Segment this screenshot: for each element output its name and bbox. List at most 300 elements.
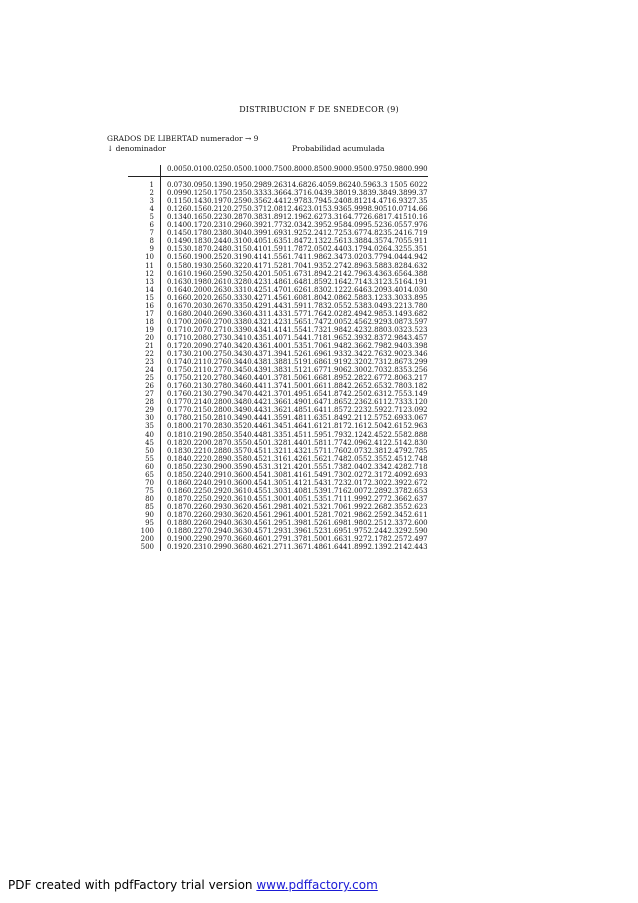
quantile-cell: 0.383 [247,213,268,222]
quantile-cell: 1.760 [327,446,348,455]
quantile-cell: 0.450 [247,438,268,447]
quantile-cell: 1.874 [327,390,348,399]
quantile-cell: 2.677 [367,374,388,383]
quantile-cell: 0.275 [227,205,248,214]
quantile-cell: 1.316 [267,454,288,463]
quantile-cell: 3.516 [387,277,408,286]
denominator-df-cell: 26 [128,382,161,390]
quantile-cell: 2.244 [367,527,388,536]
quantile-cell: 0.269 [207,309,228,318]
quantile-cell: 0.185 [167,462,188,471]
quantile-cell: 0.187 [187,245,208,254]
quantile-cell: 1.481 [287,414,308,423]
quantile-cell: 0.354 [227,430,248,439]
quantile-cell: 1.440 [287,438,308,447]
table-row [128,495,428,503]
quantile-cell: 27.35 [407,197,428,206]
table-row [128,318,428,326]
quantile-cell: 1.654 [307,390,328,399]
quantile-cell: 1.865 [327,398,348,407]
denominator-df-cell: 16 [128,302,161,310]
quantile-cell: 0.203 [187,301,208,310]
quantile-cell: 2.055 [347,454,368,463]
quantile-cell: 2.755 [387,390,408,399]
quantile-cell: 0.434 [247,325,268,334]
table-row [128,358,428,366]
quantile-cell: 2.693 [387,414,408,423]
denominator-df-cell: 10 [128,253,161,261]
quantile-cell: 1.562 [307,454,328,463]
quantile-cell: 0.349 [227,406,248,415]
denominator-df-cell: 8 [128,237,161,245]
quantile-cell: 2.575 [367,414,388,423]
quantile-cell: 0.193 [187,261,208,270]
denominator-df-cell: 75 [128,487,161,495]
quantile-cell: 2.714 [347,277,368,286]
quantile-cell: 99.37 [407,189,428,198]
quantile-cell: 0.360 [227,470,248,479]
quantile-cell: 0.224 [187,470,208,479]
quantile-cell: 3.436 [367,269,388,278]
quantile-cell: 3.366 [267,189,288,198]
quantile-cell: 1.935 [307,261,328,270]
quantile-cell: 1.423 [267,317,288,326]
quantile-cell: 0.460 [247,535,268,544]
quantile-cell: 2.888 [407,430,428,439]
quantile-cell: 2.096 [347,438,368,447]
quantile-cell: 0.175 [167,366,188,375]
quantile-cell: 0.099 [167,189,188,198]
quantile-cell: 1.793 [327,430,348,439]
quantile-cell: 14.68 [287,181,308,190]
probability-header-cell: 0.025 [207,165,227,177]
table-row [128,350,428,358]
quantile-cell: 1.500 [307,535,328,544]
table-row [128,310,428,318]
quantile-cell: 1.919 [327,358,348,367]
quantile-cell: 2.440 [327,245,348,254]
quantile-cell: 0.215 [187,414,208,423]
quantile-cell: 1.359 [267,414,288,423]
quantile-cell: 0.333 [247,189,268,198]
quantile-cell: 2.731 [367,358,388,367]
quantile-cell: 6.043 [307,189,328,198]
quantile-cell: 1.933 [327,350,348,359]
table-row [128,229,428,237]
table-row [128,479,428,487]
quantile-cell: 1.539 [307,486,328,495]
quantile-cell: 0.455 [247,494,268,503]
quantile-cell: 1.328 [267,438,288,447]
denominator-df-cell: 65 [128,471,161,479]
quantile-cell: 2.196 [287,213,308,222]
quantile-cell: 7.976 [407,221,428,230]
quantile-cell: 0.161 [167,269,188,278]
quantile-cell: 7.415 [387,213,408,222]
quantile-cell: 1.857 [327,406,348,415]
quantile-cell: 4.099 [347,221,368,230]
quantile-cell: 0.126 [167,205,188,214]
table-row [128,270,428,278]
quantile-cell: 2.940 [387,341,408,350]
quantile-cell: 0.227 [187,527,208,536]
quantile-cell: 1.595 [307,430,328,439]
quantile-cell: 0.440 [247,374,268,383]
quantile-cell: 0.259 [207,269,228,278]
quantile-cell: 0.186 [167,486,188,495]
quantile-cell: 1.992 [347,502,368,511]
quantile-cell: 2.355 [387,502,408,511]
quantile-cell: 1.906 [327,366,348,375]
denominator-df-cell: 85 [128,503,161,511]
denominator-label: ↓ denominador [107,144,166,153]
quantile-cell: 3.299 [407,358,428,367]
table-row [128,342,428,350]
quantile-cell: 1.608 [287,293,308,302]
quantile-cell: 4.388 [407,269,428,278]
quantile-cell: 1.644 [327,543,348,552]
quantile-cell: 2.178 [367,535,388,544]
quantile-cell: 1.416 [287,470,308,479]
quantile-cell: 1.407 [267,333,288,342]
denominator-df-cell: 17 [128,310,161,318]
quantile-cell: 0.439 [247,366,268,375]
quantile-cell: 2.479 [387,446,408,455]
quantile-cell: 2.452 [367,430,388,439]
quantile-cell: 0.198 [187,277,208,286]
quantile-cell: 2.317 [367,470,388,479]
quantile-cell: 0.441 [247,382,268,391]
quantile-cell: 1.500 [287,382,308,391]
quantile-cell: 1.698 [327,519,348,528]
quantile-cell: 1.764 [307,309,328,318]
quantile-cell: 1.927 [347,535,368,544]
quantile-cell: 2.462 [287,205,308,214]
quantile-cell: 0.139 [207,181,228,190]
quantile-cell: 2.592 [367,406,388,415]
quantile-cell: 0.207 [187,325,208,334]
quantile-cell: 0.190 [187,253,208,262]
quantile-cell: 0.212 [187,374,208,383]
denominator-df-cell: 11 [128,262,161,270]
denominator-df-cell: 14 [128,286,161,294]
denominator-df-cell: 55 [128,455,161,463]
quantile-cell: 3.049 [367,301,388,310]
quantile-cell: 0.187 [167,494,188,503]
quantile-cell: 3.015 [307,205,328,214]
probability-header-cell: 0.005 [161,165,188,177]
quantile-cell: 2.161 [347,422,368,431]
quantile-cell: 0.231 [207,221,228,230]
quantile-cell: 0.346 [227,374,248,383]
pdffactory-link[interactable]: www.pdffactory.com [256,878,378,892]
quantile-cell: 0.410 [247,245,268,254]
quantile-cell: 3.221 [387,301,408,310]
quantile-cell: 1.747 [307,317,328,326]
denominator-df-cell: 2 [128,189,161,197]
quantile-cell: 2.342 [347,350,368,359]
quantile-cell: 0.363 [227,519,248,528]
quantile-cell: 0.456 [247,519,268,528]
quantile-cell: 5.241 [387,229,408,238]
quantile-cell: 0.231 [187,543,208,552]
quantile-cell: 2.040 [347,462,368,471]
quantile-cell: 0.298 [247,181,268,190]
quantile-cell: 2.627 [307,213,328,222]
quantile-cell: 0.173 [167,350,188,359]
quantile-cell: 10.16 [407,213,428,222]
denominator-df-cell: 6 [128,221,161,229]
quantile-cell: 1.543 [307,478,328,487]
denominator-df-cell: 27 [128,390,161,398]
quantile-cell: 0.171 [167,325,188,334]
quantile-cell: 3.123 [367,293,388,302]
quantile-cell: 9.380 [327,189,348,198]
quantile-cell: 2.378 [387,486,408,495]
table-row [128,447,428,455]
quantile-cell: 0.436 [247,341,268,350]
table-row [128,286,428,294]
quantile-cell: 0.170 [167,317,188,326]
quantile-cell: 1.738 [327,462,348,471]
quantile-cell: 0.343 [227,350,248,359]
quantile-cell: 0.310 [227,237,248,246]
quantile-cell: 1.925 [287,229,308,238]
quantile-cell: 0.204 [187,309,208,318]
f-distribution-table [128,165,428,551]
quantile-cell: 0.178 [187,229,208,238]
quantile-cell: 0.349 [227,414,248,423]
quantile-cell: 3.779 [367,253,388,262]
quantile-cell: 0.229 [187,535,208,544]
quantile-cell: 1.716 [327,486,348,495]
denominator-df-cell: 80 [128,495,161,503]
quantile-cell: 0.167 [167,301,188,310]
quantile-cell: 8.905 [367,205,388,214]
quantile-cell: 1.612 [307,422,328,431]
quantile-cell: 1.677 [307,366,328,375]
table-row [128,487,428,495]
quantile-cell: 1.895 [327,374,348,383]
quantile-cell: 0.363 [227,527,248,536]
quantile-cell: 2.337 [387,519,408,528]
quantile-cell: 0.184 [167,454,188,463]
quantile-cell: 2.277 [367,494,388,503]
quantile-cell: 2.034 [287,221,308,230]
quantile-cell: 0.427 [247,293,268,302]
quantile-cell: 1.394 [267,350,288,359]
denominator-df-cell: 60 [128,463,161,471]
quantile-cell: 3.087 [387,317,408,326]
quantile-cell: 2.796 [347,269,368,278]
quantile-cell: 3.780 [407,301,428,310]
quantile-cell: 0.192 [167,543,188,552]
table-row [128,302,428,310]
table-row [128,262,428,270]
quantile-cell: 1505 [389,181,408,190]
quantile-cell: 1.523 [307,527,328,536]
quantile-cell: 0.259 [227,197,248,206]
quantile-cell: 2.451 [387,454,408,463]
quantile-cell: 1.345 [267,422,288,431]
quantile-cell: 0.172 [187,221,208,230]
denominator-df-cell: 19 [128,326,161,334]
quantile-cell: 3.149 [387,309,408,318]
quantile-cell: 4.026 [367,245,388,254]
denominator-df-cell: 100 [128,527,161,535]
quantile-cell: 0.171 [167,333,188,342]
quantile-cell: 0.290 [207,462,228,471]
table-row [128,390,428,398]
quantile-cell: 1.891 [267,213,288,222]
quantile-cell: 0.270 [207,317,228,326]
table-row [128,245,428,253]
quantile-cell: 0.288 [207,446,228,455]
quantile-cell: 1.426 [287,454,308,463]
denominator-df-cell: 12 [128,270,161,278]
quantile-cell: 0.357 [227,446,248,455]
pdf-footer [8,878,378,892]
quantile-cell: 2.693 [407,470,428,479]
probability-header-cell: 0.800 [287,165,307,177]
denominator-df-cell: 24 [128,366,161,374]
quantile-cell: 0.296 [227,221,248,230]
quantile-cell: 2.441 [267,197,288,206]
quantile-cell: 0.280 [207,398,228,407]
quantile-cell: 2.646 [347,285,368,294]
quantile-cell: 0.331 [227,285,248,294]
quantile-cell: 0.291 [207,478,228,487]
quantile-cell: 0.156 [187,205,208,214]
quantile-cell: 0.292 [207,494,228,503]
denominator-df-cell: 20 [128,334,161,342]
quantile-cell: 0.196 [187,269,208,278]
quantile-cell: 1.486 [267,277,288,286]
denominator-df-cell: 30 [128,414,161,422]
quantile-cell: 1.695 [327,527,348,536]
quantile-cell: 2.611 [367,398,388,407]
quantile-cell: 3.401 [387,285,408,294]
quantile-cell: 1.741 [287,253,308,262]
quantile-cell: 1.591 [267,245,288,254]
quantile-cell: 1.730 [327,470,348,479]
quantile-cell: 0.149 [167,237,188,246]
denominator-df-cell: 90 [128,511,161,519]
quantile-cell: 0.073 [167,181,188,190]
quantile-cell: 0.223 [207,213,228,222]
quantile-cell: 0.186 [167,478,188,487]
quantile-cell: 3.936 [327,205,348,214]
quantile-cell: 0.206 [187,317,208,326]
table-row [128,205,428,213]
quantile-cell: 3.895 [407,293,428,302]
quantile-cell: 2.334 [367,462,388,471]
quantile-cell: 2.302 [367,478,388,487]
quantile-cell: 1.693 [267,229,288,238]
quantile-cell: 1.303 [267,486,288,495]
quantile-cell: 0.277 [207,366,228,375]
quantile-cell: 0.226 [187,510,208,519]
quantile-cell: 2.005 [327,317,348,326]
quantile-cell: 5.523 [367,221,388,230]
quantile-cell: 0.362 [227,502,248,511]
quantile-cell: 2.241 [307,229,328,238]
quantile-cell: 0.454 [247,470,268,479]
quantile-cell: 4.705 [387,237,408,246]
quantile-cell: 0.226 [187,502,208,511]
quantile-cell: 1.398 [287,519,308,528]
denominator-df-cell: 35 [128,422,161,430]
quantile-cell: 39.38 [367,189,388,198]
quantile-cell: 2.236 [347,398,368,407]
quantile-cell: 3.346 [407,350,428,359]
quantile-cell: 2.558 [387,430,408,439]
quantile-cell: 0.299 [207,543,228,552]
row-header-corner [128,165,161,177]
quantile-cell: 0.176 [167,382,188,391]
probability-header-row [128,165,428,177]
denominator-df-cell: 200 [128,535,161,543]
quantile-cell: 1.773 [267,221,288,230]
quantile-cell: 2.412 [367,438,388,447]
quantile-cell: 0.134 [167,213,188,222]
denominator-df-cell: 45 [128,439,161,447]
quantile-cell: 1.485 [287,406,308,415]
table-row [128,535,428,543]
quantile-cell: 1.308 [267,470,288,479]
quantile-cell: 2.867 [387,358,408,367]
quantile-cell: 2.637 [407,494,428,503]
quantile-cell: 1.296 [267,510,288,519]
quantile-cell: 0.325 [227,269,248,278]
quantile-cell: 2.423 [347,325,368,334]
quantile-cell: 1.279 [267,535,288,544]
quantile-cell: 0.344 [227,358,248,367]
quantile-cell: 0.283 [207,422,228,431]
quantile-cell: 0.279 [207,390,228,399]
quantile-cell: 1.635 [307,414,328,423]
quantile-cell: 3.794 [307,197,328,206]
denominator-df-cell: 500 [128,543,161,551]
quantile-cell: 0.417 [247,261,268,270]
quantile-cell: 2.073 [347,446,368,455]
quantile-cell: 1.668 [307,374,328,383]
quantile-cell: 1.405 [287,494,308,503]
quantile-cell: 1.577 [287,309,308,318]
quantile-cell: 1.535 [287,341,308,350]
table-row [128,253,428,261]
table-row [128,398,428,406]
quantile-cell: 1.787 [287,245,308,254]
quantile-cell: 0.293 [207,510,228,519]
quantile-cell: 2.017 [347,478,368,487]
quantile-cell: 2.428 [387,462,408,471]
quantile-cell: 4.823 [367,229,388,238]
quantile-cell: 1.400 [287,510,308,519]
quantile-cell: 2.381 [367,446,388,455]
quantile-cell: 1.711 [327,494,348,503]
quantile-cell: 6022 [409,181,428,190]
denominator-df-cell: 29 [128,406,161,414]
quantile-cell: 1.396 [287,527,308,536]
quantile-cell: 2.251 [367,519,388,528]
quantile-cell: 2.494 [347,309,368,318]
quantile-cell: 1.591 [287,301,308,310]
quantile-cell: 0.456 [247,502,268,511]
quantile-cell: 0.333 [227,293,248,302]
quantile-cell: 2.347 [327,253,348,262]
denominator-df-cell: 7 [128,229,161,237]
